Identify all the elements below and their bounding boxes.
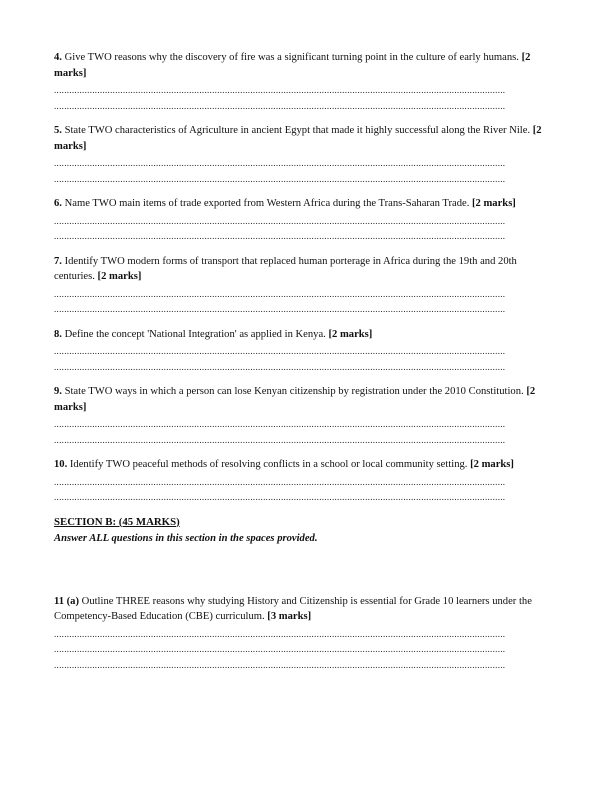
question-number: 4.	[54, 52, 62, 63]
exam-page	[54, 50, 558, 682]
question-11a	[54, 594, 558, 674]
answer-line[interactable]: .................................................................................................................................................................................	[54, 419, 506, 429]
question-text: 9. State TWO ways in which a person can lose Kenyan citizenship by registration under the 2010 Constitution. [2 marks]	[54, 386, 536, 413]
answer-line[interactable]: .................................................................................................................................................................................	[54, 288, 506, 299]
section-b-title: SECTION B: (45 MARKS)	[54, 515, 180, 528]
question-number: 7.	[54, 255, 62, 267]
question-number: 9.	[54, 386, 62, 397]
question-marks: [2 marks]	[472, 198, 516, 209]
section-b-instruction: Answer ALL questions in this section in the spaces provided.	[54, 532, 318, 544]
answer-line[interactable]: .................................................................................................................................................................................	[54, 85, 506, 95]
question-marks: [2 marks]	[54, 52, 531, 79]
question-8	[54, 327, 558, 376]
question-text: 5. State TWO characteristics of Agriculture in ancient Egypt that made it highly successful along the River Nile. [2 marks]	[54, 125, 542, 152]
question-number: 10.	[54, 459, 68, 470]
question-number: 6.	[54, 198, 62, 209]
answer-line[interactable]: .................................................................................................................................................................................	[54, 215, 506, 226]
answer-line[interactable]: .................................................................................................................................................................................	[54, 628, 506, 639]
answer-line[interactable]: .................................................................................................................................................................................	[54, 434, 506, 445]
question-10	[54, 457, 558, 506]
question-9	[54, 384, 558, 448]
question-marks: [2 marks]	[97, 271, 142, 282]
question-text: 8. Define the concept 'National Integration' as applied in Kenya. [2 marks]	[54, 328, 373, 340]
question-number: 5.	[54, 125, 62, 136]
question-7	[54, 254, 558, 318]
question-text: 11 (a) Outline THREE reasons why studying History and Citizenship is essential for Grade 10 learners under the Competency-Based Education (CBE) curriculum. [3 marks]	[54, 595, 532, 622]
question-marks: [2 marks]	[470, 459, 514, 470]
answer-line[interactable]: .................................................................................................................................................................................	[54, 361, 506, 372]
question-number: 11 (a)	[54, 595, 80, 607]
question-marks: [2 marks]	[328, 328, 373, 340]
question-number: 8.	[54, 328, 62, 340]
question-6	[54, 196, 558, 245]
answer-line[interactable]: .................................................................................................................................................................................	[54, 476, 506, 487]
question-text: 7. Identify TWO modern forms of transport that replaced human porterage in Africa during the 19th and 20th centuries. [2 marks]	[54, 255, 517, 282]
answer-line[interactable]: .................................................................................................................................................................................	[54, 492, 506, 502]
answer-line[interactable]: .................................................................................................................................................................................	[54, 346, 506, 356]
question-marks: [2 marks]	[54, 125, 542, 152]
question-text: 6. Name TWO main items of trade exported from Western Africa during the Trans-Saharan Trade. [2 marks]	[54, 198, 516, 209]
question-5	[54, 123, 558, 187]
question-text: 4. Give TWO reasons why the discovery of fire was a significant turning point in the culture of early humans. [2 marks]	[54, 52, 531, 79]
answer-line[interactable]: .................................................................................................................................................................................	[54, 100, 506, 111]
answer-line[interactable]: .................................................................................................................................................................................	[54, 659, 506, 670]
question-marks: [3 marks]	[267, 611, 312, 622]
answer-line[interactable]: .................................................................................................................................................................................	[54, 173, 506, 184]
question-marks: [2 marks]	[54, 386, 536, 413]
question-text: 10. Identify TWO peaceful methods of resolving conflicts in a school or local community setting. [2 marks]	[54, 459, 514, 470]
question-4	[54, 50, 558, 114]
answer-line[interactable]: .................................................................................................................................................................................	[54, 304, 506, 314]
answer-line[interactable]: .................................................................................................................................................................................	[54, 231, 506, 241]
answer-line[interactable]: .................................................................................................................................................................................	[54, 158, 506, 168]
answer-line[interactable]: .................................................................................................................................................................................	[54, 644, 506, 654]
